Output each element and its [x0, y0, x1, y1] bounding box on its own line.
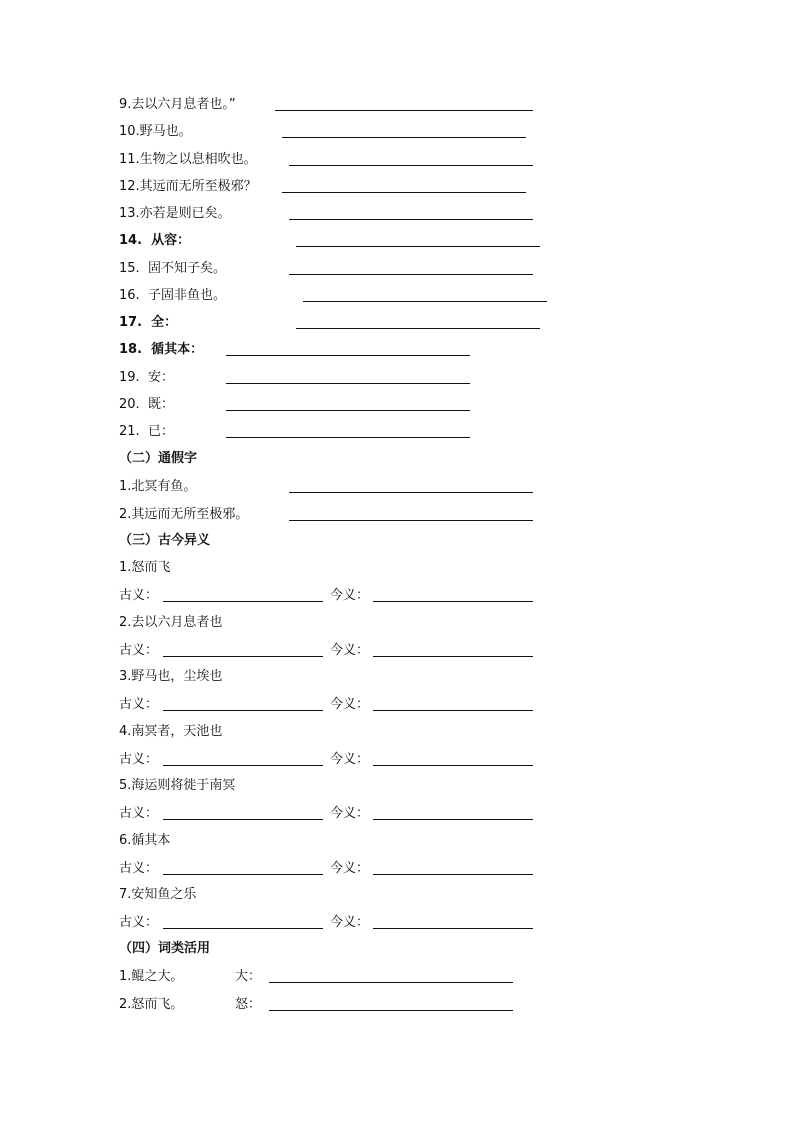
- jin-label: 今义：: [330, 752, 370, 767]
- answer-blank[interactable]: [226, 383, 470, 384]
- jin-label: 今义：: [330, 588, 370, 603]
- answer-blank[interactable]: [269, 982, 513, 983]
- jin-label: 今义：: [330, 806, 370, 821]
- jin-label: 今义：: [330, 643, 370, 658]
- word-item-label: 17. 全：: [119, 315, 178, 330]
- word-item-label: 21. 已：: [119, 424, 174, 439]
- word-item-label: 9.去以六月息者也。”: [119, 97, 236, 112]
- answer-blank[interactable]: [296, 328, 540, 329]
- gu-label: 古义：: [119, 861, 159, 876]
- answer-blank[interactable]: [289, 165, 533, 166]
- word-item-label: 16. 子固非鱼也。: [119, 288, 226, 303]
- answer-blank[interactable]: [289, 274, 533, 275]
- section-heading: （二）通假字: [119, 451, 198, 466]
- gujin-item-label: 3.野马也，尘埃也: [119, 669, 223, 684]
- gu-label: 古义：: [119, 588, 159, 603]
- tongjia-item-label: 2.其远而无所至极邪。: [119, 507, 249, 522]
- answer-blank[interactable]: [282, 192, 526, 193]
- answer-blank[interactable]: [289, 219, 533, 220]
- answer-blank[interactable]: [269, 1010, 513, 1011]
- jin-answer-blank[interactable]: [373, 874, 533, 875]
- word-item-label: 13.亦若是则已矣。: [119, 206, 231, 221]
- cilei-item-label: 1.鲲之大。: [119, 969, 184, 984]
- answer-blank[interactable]: [289, 492, 533, 493]
- gujin-item-label: 6.循其本: [119, 833, 171, 848]
- gu-answer-blank[interactable]: [163, 710, 323, 711]
- cilei-item-label: 2.怒而飞。: [119, 997, 184, 1012]
- word-item-label: 12.其远而无所至极邪？: [119, 179, 257, 194]
- jin-answer-blank[interactable]: [373, 765, 533, 766]
- jin-answer-blank[interactable]: [373, 656, 533, 657]
- jin-answer-blank[interactable]: [373, 819, 533, 820]
- word-item-label: 11.生物之以息相吹也。: [119, 152, 257, 167]
- answer-blank[interactable]: [226, 410, 470, 411]
- gu-answer-blank[interactable]: [163, 765, 323, 766]
- cilei-word-label: 大：: [235, 969, 262, 984]
- answer-blank[interactable]: [275, 110, 533, 111]
- answer-blank[interactable]: [282, 137, 526, 138]
- gujin-item-label: 5.海运则将徙于南冥: [119, 778, 236, 793]
- gujin-item-label: 4.南冥者，天池也: [119, 724, 223, 739]
- answer-blank[interactable]: [289, 520, 533, 521]
- gujin-item-label: 2.去以六月息者也: [119, 615, 223, 630]
- jin-label: 今义：: [330, 861, 370, 876]
- word-item-label: 15. 固不知子矣。: [119, 261, 226, 276]
- word-item-label: 18. 循其本：: [119, 342, 204, 357]
- jin-answer-blank[interactable]: [373, 928, 533, 929]
- gu-label: 古义：: [119, 752, 159, 767]
- gu-label: 古义：: [119, 643, 159, 658]
- answer-blank[interactable]: [226, 437, 470, 438]
- jin-label: 今义：: [330, 915, 370, 930]
- section-heading: （四）词类活用: [119, 941, 211, 956]
- answer-blank[interactable]: [303, 301, 547, 302]
- gu-answer-blank[interactable]: [163, 928, 323, 929]
- gu-answer-blank[interactable]: [163, 819, 323, 820]
- section-heading: （三）古今异义: [119, 533, 211, 548]
- word-item-label: 10.野马也。: [119, 124, 192, 139]
- gujin-item-label: 7.安知鱼之乐: [119, 887, 197, 902]
- word-item-label: 14. 从容：: [119, 233, 191, 248]
- gu-label: 古义：: [119, 915, 159, 930]
- gu-answer-blank[interactable]: [163, 601, 323, 602]
- gu-answer-blank[interactable]: [163, 656, 323, 657]
- gu-label: 古义：: [119, 806, 159, 821]
- tongjia-item-label: 1.北冥有鱼。: [119, 479, 197, 494]
- word-item-label: 20. 既：: [119, 397, 174, 412]
- cilei-word-label: 怒：: [235, 997, 262, 1012]
- gu-answer-blank[interactable]: [163, 874, 323, 875]
- word-item-label: 19. 安：: [119, 370, 174, 385]
- gu-label: 古义：: [119, 697, 159, 712]
- gujin-item-label: 1.怒而飞: [119, 560, 171, 575]
- answer-blank[interactable]: [226, 355, 470, 356]
- jin-answer-blank[interactable]: [373, 710, 533, 711]
- jin-answer-blank[interactable]: [373, 601, 533, 602]
- answer-blank[interactable]: [296, 246, 540, 247]
- jin-label: 今义：: [330, 697, 370, 712]
